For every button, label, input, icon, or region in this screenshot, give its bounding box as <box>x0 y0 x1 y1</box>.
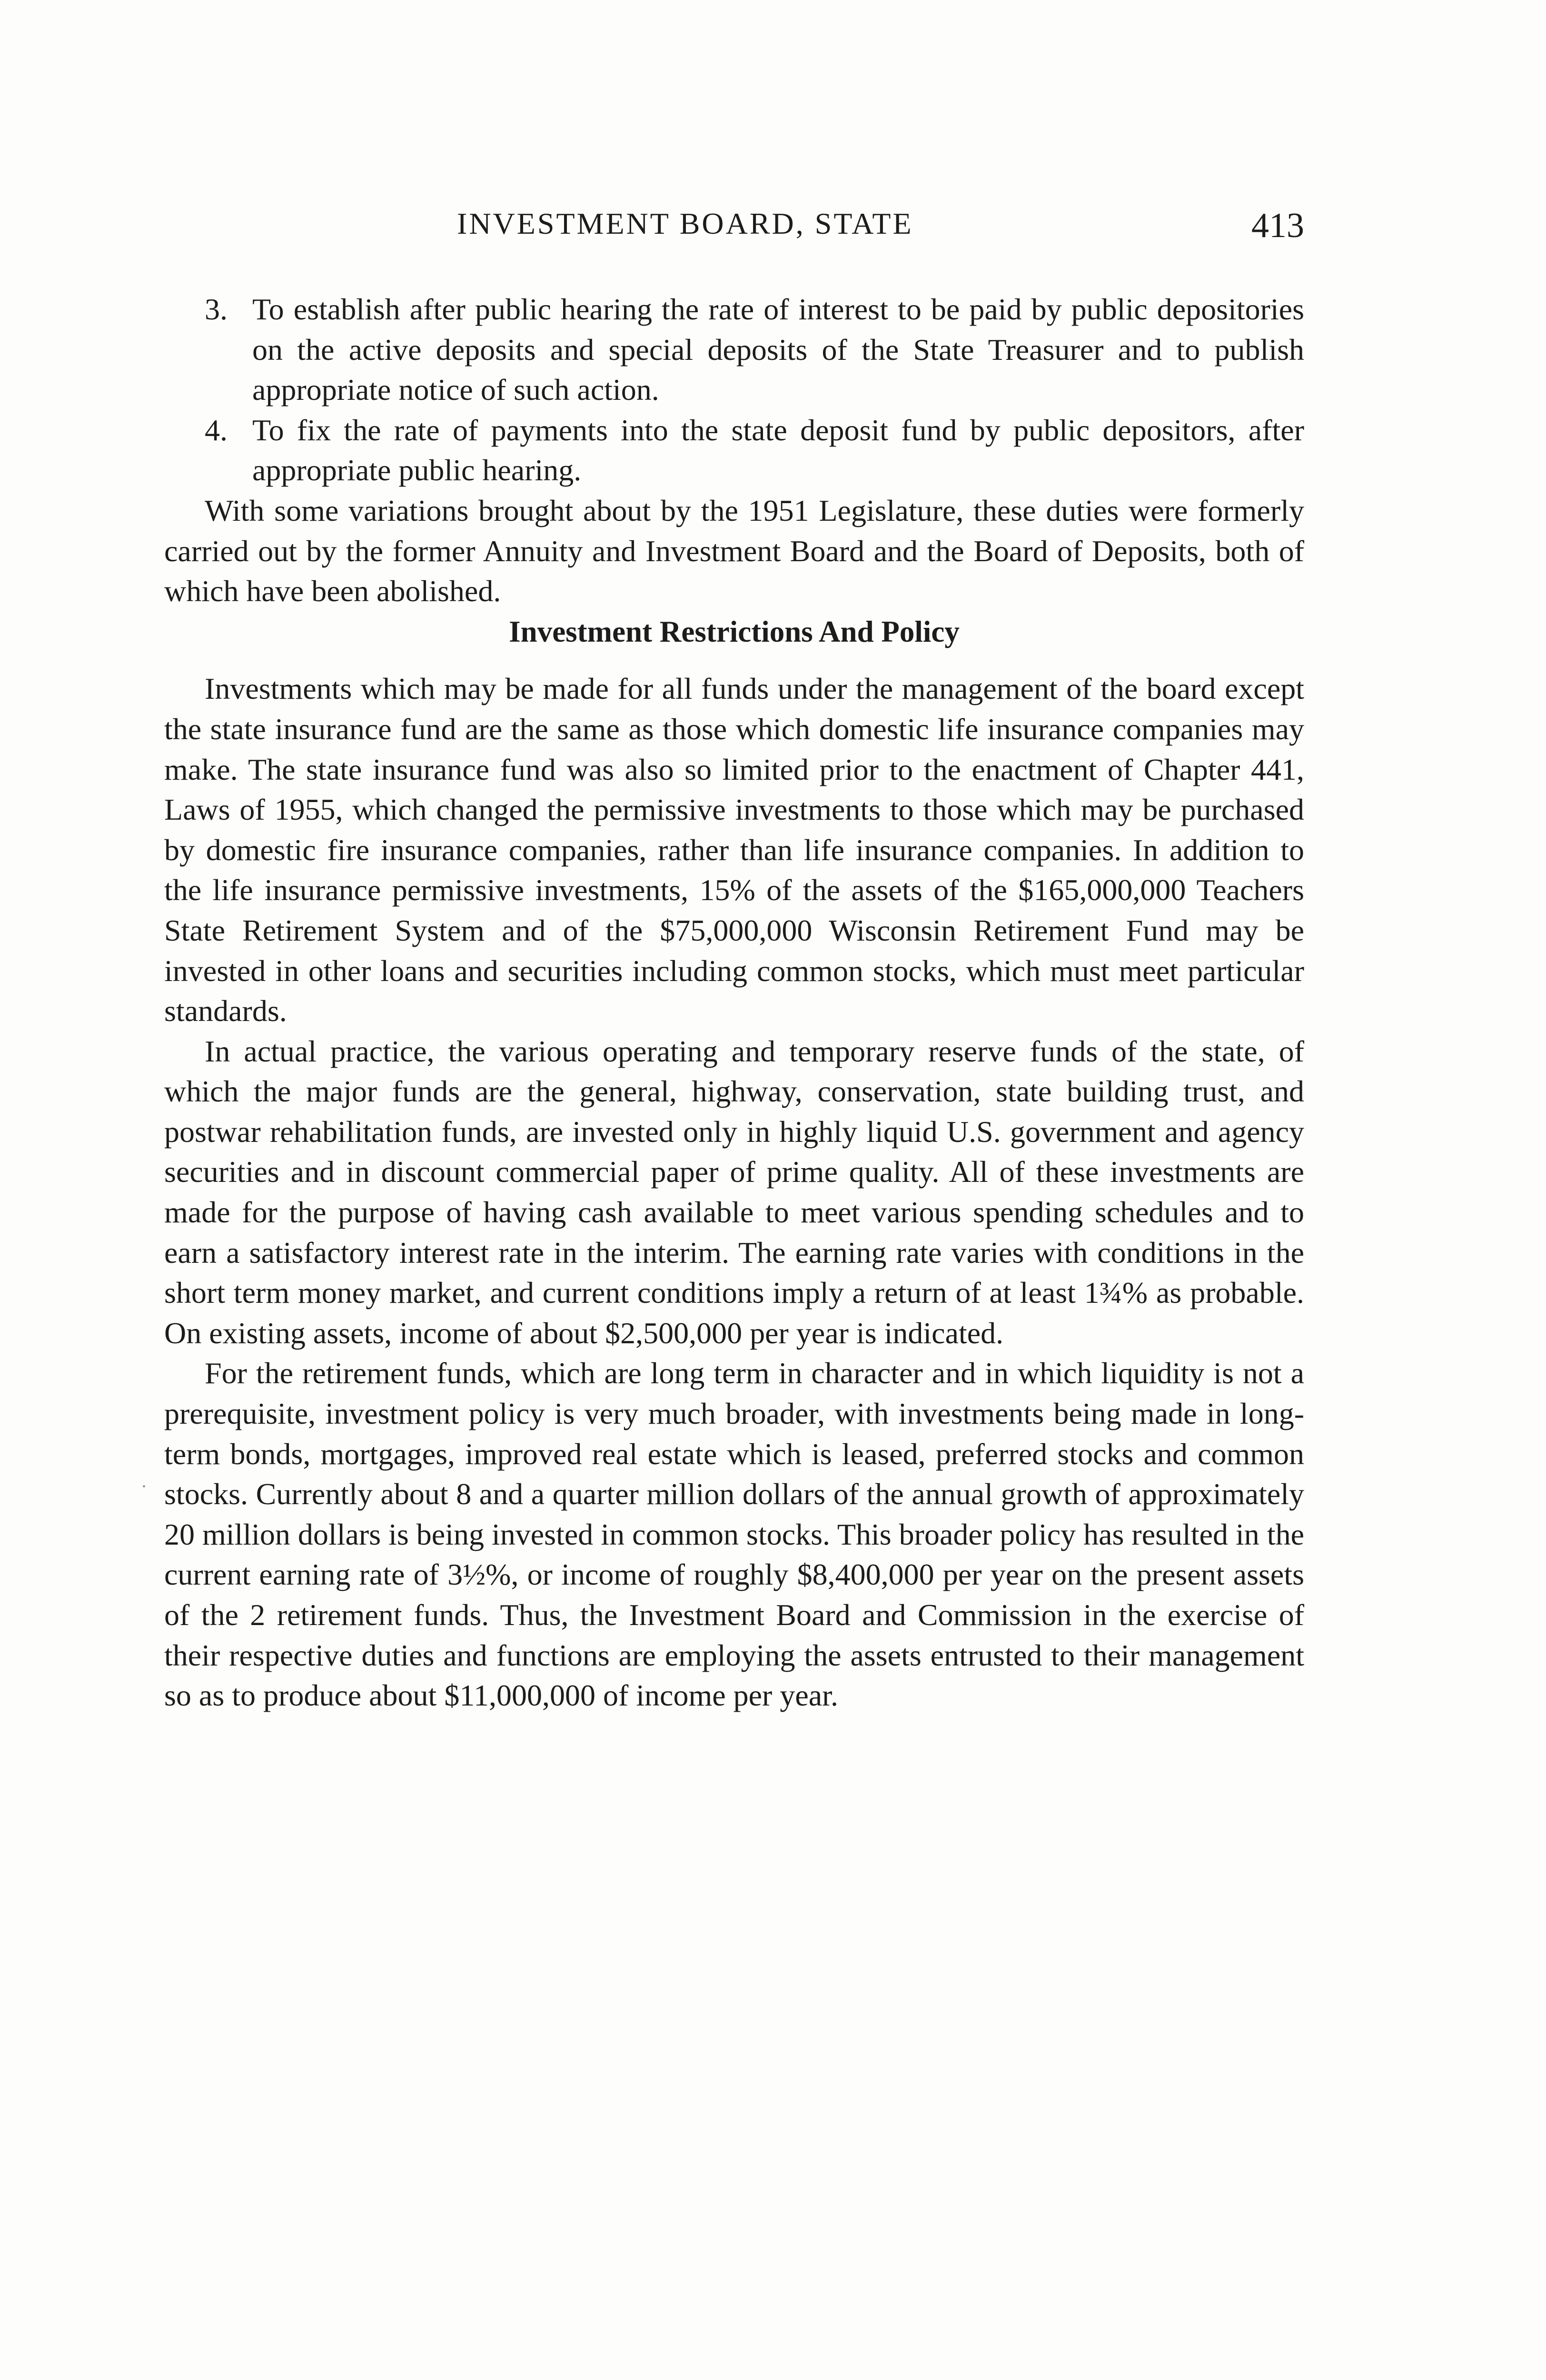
list-item <box>164 289 1304 410</box>
list-item-number: 4. <box>205 413 228 447</box>
body-paragraph: For the retirement funds, which are long term in character and in which liquidity is not a prerequisite, investment policy is very much broader, with investments being made in long-term bonds, mortgages, improved real estate which is leased, preferred stocks and common stocks. Currently about 8 and a quarter million dollars of the annual growth of approximately 20 million dollars is being invested in common stocks. This broader policy has resulted in the current earning rate of 3½%, or income of roughly $8,400,000 per year on the present assets of the 2 retirement funds. Thus, the Investment Board and Commission in the exercise of their respective duties and functions are employing the assets entrusted to their management so as to produce about $11,000,000 of income per year. <box>164 1356 1304 1713</box>
body-paragraph: In actual practice, the various operating and temporary reserve funds of the state, of which the major funds are the general, highway, conservation, state building trust, and postwar rehabilitation funds, are invested only in highly liquid U.S. government and agency securities and in discount commercial paper of prime quality. All of these investments are made for the purpose of having cash available to meet various spending schedules and to earn a satisfactory interest rate in the interim. The earning rate varies with conditions in the short term money market, and current conditions imply a return of at least 1¾% as probable. On existing assets, income of about $2,500,000 per year is indicated. <box>164 1034 1304 1350</box>
list-item-number: 3. <box>205 292 228 326</box>
running-head: INVESTMENT BOARD, STATE <box>457 207 913 240</box>
list-item-text: To establish after public hearing the rate of interest to be paid by public depositories on the active deposits and special deposits of the State Treasurer and to publish appropriate notice of such action. <box>252 292 1304 407</box>
page-header <box>164 200 1304 248</box>
list-item-text: To fix the rate of payments into the state deposit fund by public depositors, after appropriate public hearing. <box>252 413 1304 487</box>
page-body <box>164 289 1304 1716</box>
section-heading: Investment Restrictions And Policy <box>509 615 960 648</box>
body-paragraph: Investments which may be made for all funds under the management of the board except the state insurance fund are the same as those which domestic life insurance companies may make. The state insurance fund was also so limited prior to the enactment of Chapter 441, Laws of 1955, which changed the permissive investments to those which may be purchased by domestic fire insurance companies, rather than life insurance companies. In addition to the life insurance permissive investments, 15% of the assets of the $165,000,000 Teachers State Retirement System and of the $75,000,000 Wisconsin Retirement Fund may be invested in other loans and securities including common stocks, which must meet particular standards. <box>164 672 1304 1028</box>
scan-speck <box>143 1485 145 1488</box>
intro-paragraph: With some variations brought about by the 1951 Legislature, these duties were formerly carried out by the former Annuity and Investment Board and the Board of Deposits, both of which have been abolished. <box>164 493 1304 608</box>
page-number: 413 <box>1251 206 1304 245</box>
list-item <box>164 410 1304 491</box>
